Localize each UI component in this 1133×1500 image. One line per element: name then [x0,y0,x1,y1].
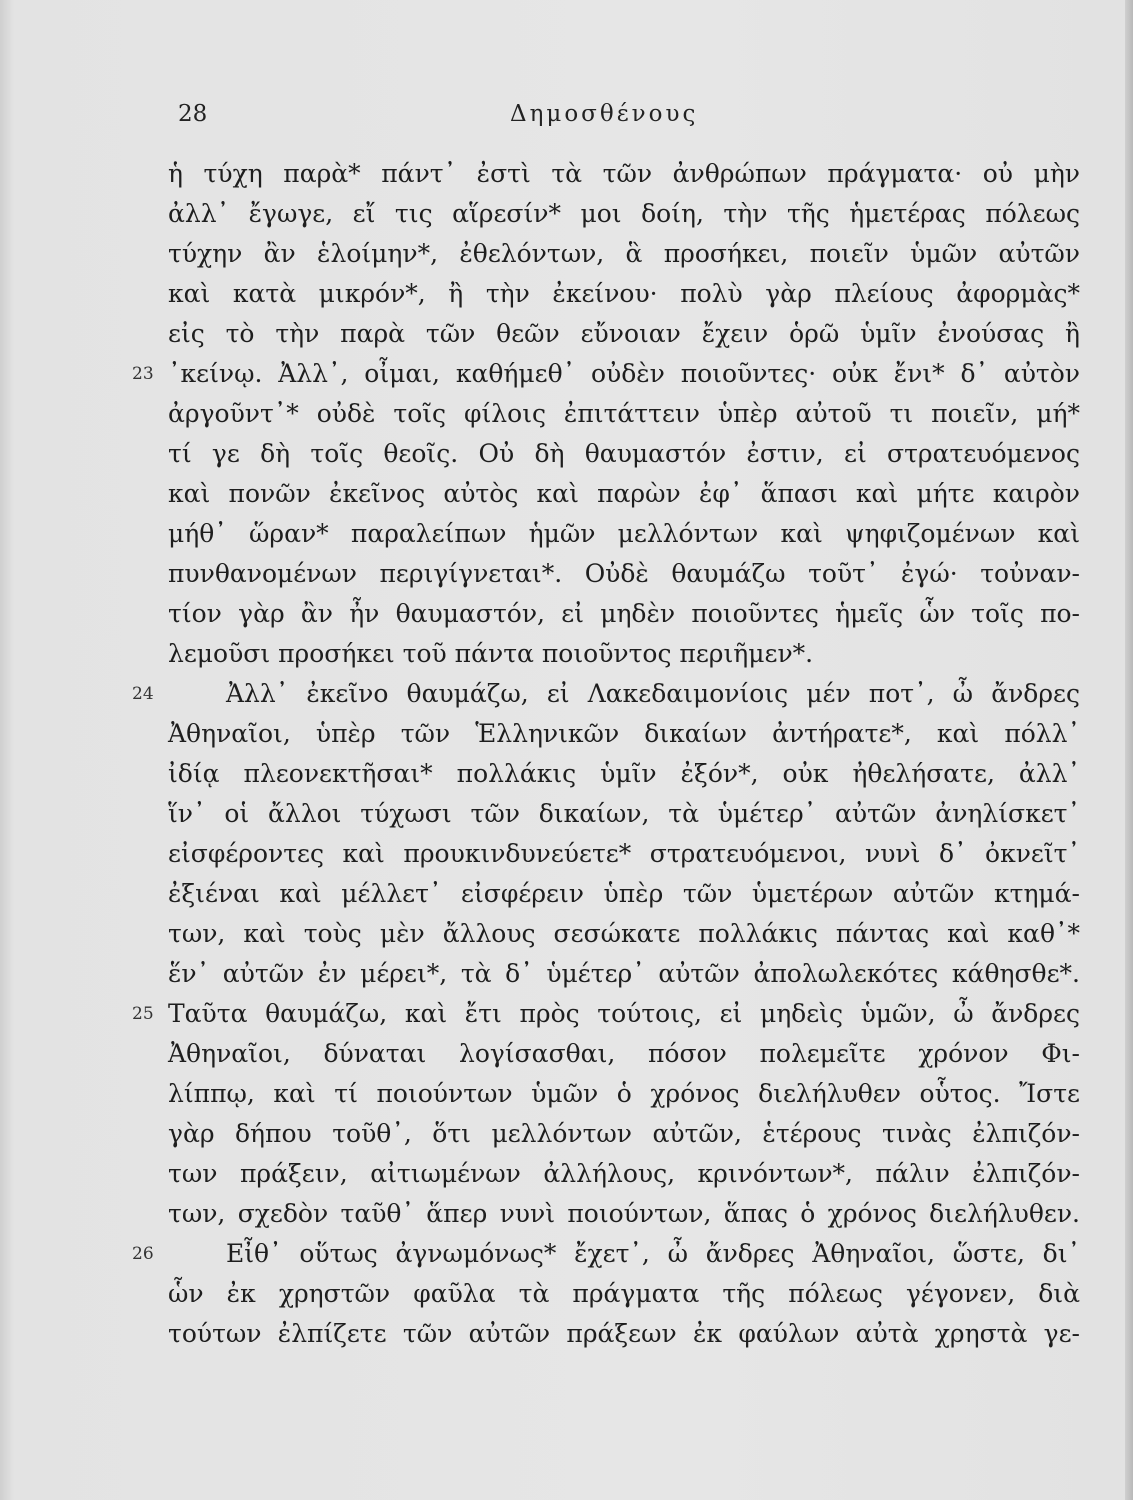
line-text: των, καὶ τοὺς μὲν ἄλλους σεσώκατε πολλάκις πάντας καὶ καθ᾽* [168,919,1080,948]
text-line [168,834,1080,874]
text-line [132,354,1080,394]
text-line [168,474,1080,514]
line-text: ἰδίᾳ πλεονεκτῆσαι* πολλάκις ὑμῖν ἐξόν*, οὐκ ἠθελήσατε, ἀλλ᾽ [168,759,1080,788]
text-line [168,1314,1080,1354]
text-line [168,714,1080,754]
text-line [168,634,1080,674]
text-line [168,554,1080,594]
line-text: λίππῳ, καὶ τί ποιούντων ὑμῶν ὁ χρόνος διελήλυθεν οὗτος. Ἴστε [168,1079,1080,1108]
text-line [168,514,1080,554]
text-line [132,1234,1080,1274]
text-line [168,1194,1080,1234]
text-line [168,434,1080,474]
line-text: ἵν᾽ οἱ ἄλλοι τύχωσι τῶν δικαίων, τὰ ὑμέτερ᾽ αὐτῶν ἀνηλίσκετ᾽ [168,799,1080,828]
text-line [168,594,1080,634]
line-text: καὶ πονῶν ἐκεῖνος αὐτὸς καὶ παρὼν ἐφ᾽ ἅπασι καὶ μήτε καιρὸν [168,479,1080,508]
line-text: ἕν᾽ αὐτῶν ἐν μέρει*, τὰ δ᾽ ὑμέτερ᾽ αὐτῶν ἀπολωλεκότες κάθησθε*. [168,959,1080,988]
line-text: εἰς τὸ τὴν παρὰ τῶν θεῶν εὔνοιαν ἔχειν ὁρῶ ὑμῖν ἐνούσας ἢ [168,319,1080,348]
text-line [168,914,1080,954]
line-text: πυνθανομένων περιγίγνεται*. Οὐδὲ θαυμάζω τοῦτ᾽ ἐγώ· τοὐναν- [168,559,1080,588]
text-line [168,314,1080,354]
text-line [132,674,1080,714]
line-text: ἀλλ᾽ ἔγωγε, εἴ τις αἵρεσίν* μοι δοίη, τὴν τῆς ἡμετέρας πόλεως [168,199,1080,228]
text-line [168,1154,1080,1194]
section-number: 23 [132,364,154,384]
line-text: γὰρ δήπου τοῦθ᾽, ὅτι μελλόντων αὐτῶν, ἑτέρους τινὰς ἐλπιζόν- [168,1119,1080,1148]
text-line [168,1274,1080,1314]
text-line [132,994,1080,1034]
running-title: Δημοσθένους [510,101,699,127]
line-text: ἐξιέναι καὶ μέλλετ᾽ εἰσφέρειν ὑπὲρ τῶν ὑμετέρων αὐτῶν κτημά- [168,879,1080,908]
section-number: 25 [132,1004,154,1024]
text-line [168,1114,1080,1154]
page-edge [1125,0,1133,1500]
line-text: τύχην ἂν ἑλοίμην*, ἐθελόντων, ἃ προσήκει, ποιεῖν ὑμῶν αὐτῶν [168,239,1080,268]
line-text: ὧν ἐκ χρηστῶν φαῦλα τὰ πράγματα τῆς πόλεως γέγονεν, διὰ [168,1279,1080,1308]
text-line [168,794,1080,834]
line-text: τίον γὰρ ἂν ἦν θαυμαστόν, εἰ μηδὲν ποιοῦντες ἡμεῖς ὧν τοῖς πο- [168,599,1080,628]
text-line [168,1074,1080,1114]
body-text [132,154,1080,1354]
line-text: ἀργοῦντ᾽* οὐδὲ τοῖς φίλοις ἐπιτάττειν ὑπὲρ αὐτοῦ τι ποιεῖν, μή* [168,399,1080,428]
line-text: Ἀθηναῖοι, ὑπὲρ τῶν Ἑλληνικῶν δικαίων ἀντήρατε*, καὶ πόλλ᾽ [168,719,1080,748]
text-line [168,754,1080,794]
text-line [168,954,1080,994]
line-text: των πράξειν, αἰτιωμένων ἀλλήλους, κρινόντων*, πάλιν ἐλπιζόν- [168,1159,1080,1188]
text-line [168,874,1080,914]
line-text: ἡ τύχη παρὰ* πάντ᾽ ἐστὶ τὰ τῶν ἀνθρώπων πράγματα· οὐ μὴν [168,159,1080,188]
text-line [168,194,1080,234]
line-text: Ἀλλ᾽ ἐκεῖνο θαυμάζω, εἰ Λακεδαιμονίοις μέν ποτ᾽, ὦ ἄνδρες [226,679,1080,708]
line-text: Ταῦτα θαυμάζω, καὶ ἔτι πρὸς τούτοις, εἰ μηδεὶς ὑμῶν, ὦ ἄνδρες [168,999,1080,1028]
line-text: λεμοῦσι προσήκει τοῦ πάντα ποιοῦντος περιῆμεν*. [168,639,814,668]
text-line [168,1034,1080,1074]
text-line [168,154,1080,194]
section-number: 24 [132,684,154,704]
text-line [168,394,1080,434]
section-number: 26 [132,1244,154,1264]
line-text: των, σχεδὸν ταῦθ᾽ ἅπερ νυνὶ ποιούντων, ἅπας ὁ χρόνος διελήλυθεν. [168,1199,1080,1228]
text-line [168,274,1080,314]
running-head [170,101,1080,133]
text-line [168,234,1080,274]
line-text: τί γε δὴ τοῖς θεοῖς. Οὐ δὴ θαυμαστόν ἐστιν, εἰ στρατευόμενος [168,439,1080,468]
page-number: 28 [178,101,208,127]
line-text: τούτων ἐλπίζετε τῶν αὐτῶν πράξεων ἐκ φαύλων αὐτὰ χρηστὰ γε- [168,1319,1080,1348]
line-text: εἰσφέροντες καὶ προυκινδυνεύετε* στρατευόμενοι, νυνὶ δ᾽ ὀκνεῖτ᾽ [168,839,1080,868]
line-text: Εἶθ᾽ οὕτως ἀγνωμόνως* ἔχετ᾽, ὦ ἄνδρες Ἀθηναῖοι, ὥστε, δι᾽ [226,1239,1080,1268]
line-text: μήθ᾽ ὥραν* παραλείπων ἡμῶν μελλόντων καὶ ψηφιζομένων καὶ [168,519,1080,548]
line-text: καὶ κατὰ μικρόν*, ἢ τὴν ἐκείνου· πολὺ γὰρ πλείους ἀφορμὰς* [168,279,1080,308]
line-text: Ἀθηναῖοι, δύναται λογίσασθαι, πόσον πολεμεῖτε χρόνον Φι- [168,1039,1080,1068]
line-text: ᾽κείνῳ. Ἀλλ᾽, οἶμαι, καθήμεθ᾽ οὐδὲν ποιοῦντες· οὐκ ἔνι* δ᾽ αὐτὸν [168,359,1080,388]
